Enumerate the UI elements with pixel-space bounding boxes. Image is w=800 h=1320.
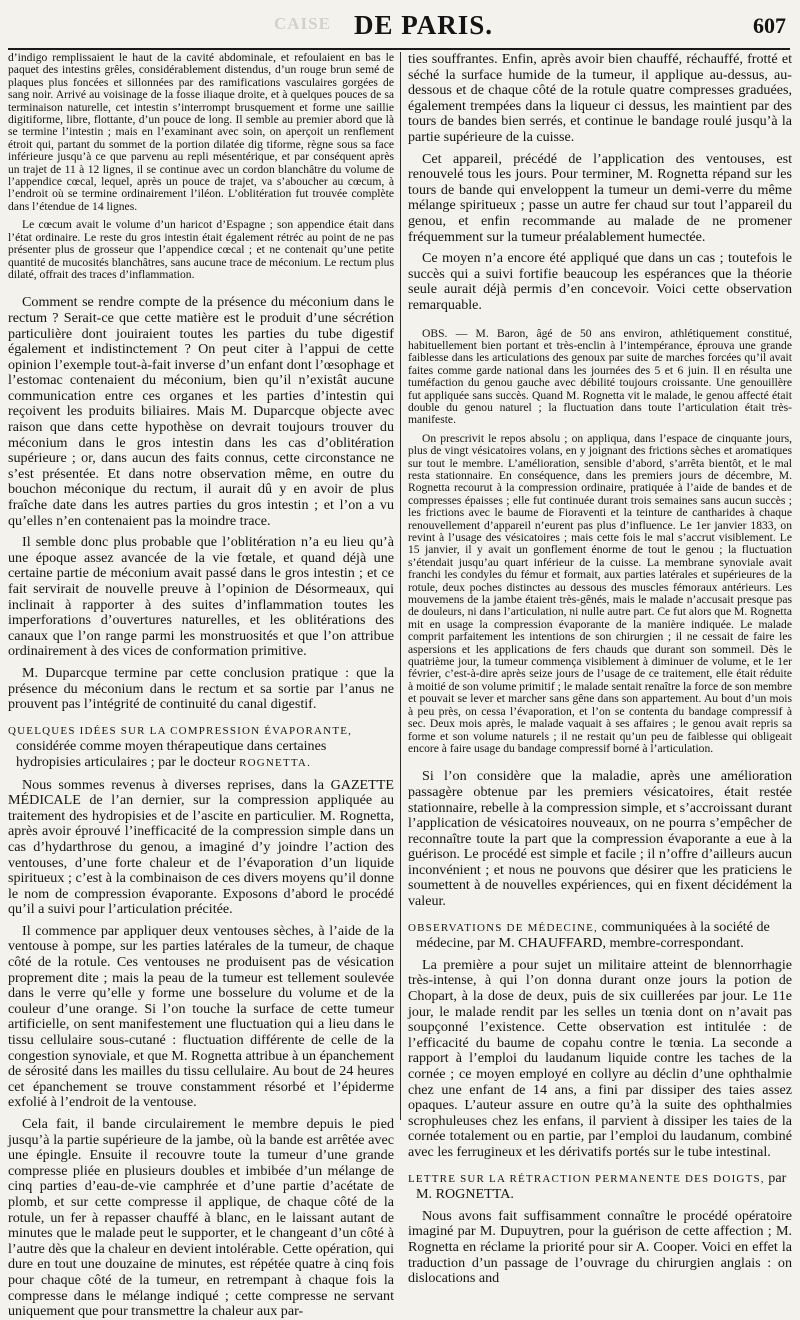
left-column — [8, 51, 394, 1320]
paragraph: Nous avons fait suffisamment connaître le procédé opératoire imaginé par M. Dupuytren, pour la guérison de cette affection ; M. Rognetta en réclame la priorité pour sir A. Cooper. Voici en effet la traduction d’un passage de l’ouvrage du chirurgien anglais : on dislocations and — [408, 1207, 792, 1287]
page-number: 607 — [753, 13, 786, 38]
paragraph: Cela fait, il bande circulairement le membre depuis le pied jusqu’à la partie supérieure de la jambe, où la bande est arrêtée avec une épingle. Ensuite il recouvre toute la tumeur d’une grande compresse pliée en plusieurs doubles et imbibée d’un mélange de cinq parties d’eau-de-vie camphrée et d’une partie d’acétate de plomb, et sur cette compresse il applique, de chaque côté de la rotule, un fer à repasser chauffé à blanc, en le laissant autant de minutes que le malade peut le supporter, et le changeant d’un côté à l’autre dès que la chaleur en devient intolérable. Cette opération, qui dure en tout une douzaine de minutes, est répétée quatre à cinq fois pour chaque côté de la tumeur, en retrempant à chaque fois la compresse dans le mélange indiqué ; cette compresse ne servant uniquement que pour transmettre la chaleur aux par- — [8, 1116, 394, 1320]
section-heading — [408, 1171, 792, 1203]
paragraph: ties souffrantes. Enfin, après avoir bien chauffé, réchauffé, frotté et séché la surface humide de la tumeur, il applique au-dessus, au-dessous et de chaque côté de la rotule quatre compresses graduées, également trempées dans la liqueur ci dessus, les maintient par des tours de bandes bien serrés, et continue le bandage roulé jusqu’à la partie supérieure de la cuisse. — [408, 51, 792, 145]
paragraph: M. Duparcque termine par cette conclusion pratique : que la présence du méconium dans le rectum et sa sortie par l’anus ne prouvent pas l’intégrité de continuité du canal digestif. — [8, 664, 394, 713]
section-author: ROGNETTA. — [239, 756, 312, 769]
paragraph: Si l’on considère que la maladie, après une amélioration passagère obtenue par les premiers vésicatoires, était restée stationnaire, rebelle à la compression simple, et s’accroissant durant l’application de vésicatoires nouveaux, on ne pourra s’empêcher de reconnaître toute la part que la compression évaporante a eue à la guérison. Le procédé est simple et facile ; il n’offre d’ailleurs aucun inconvénient ; et nous ne pouvons que désirer que les praticiens le soumettent à de nouvelles expériences, qui en fixent décidément la valeur. — [408, 768, 792, 910]
paragraph: Le cœcum avait le volume d’un haricot d’Espagne ; son appendice était dans l’état ordinaire. Le reste du gros intestin était également rétréc au point de ne pas présenter plus de grosseur que l’appendice cœcal ; et ne contenait qu’une petite quantité de mucosités blanchâtres, sans aucune trace de méconium. Le rectum plus dilaté, offrait des traces d’inflammation. — [8, 218, 394, 281]
right-column — [408, 51, 792, 1287]
paragraph: Il commence par appliquer deux ventouses sèches, à l’aide de la ventouse à pompe, sur les parties latérales de la tumeur, de chaque côté de la rotule. Ces ventouses ne produisent pas de vésication proprement dite ; mais la peau de la tumeur est tellement soulevée dans le verre qu’elle y forme une bosselure du volume et de la couleur d’une orange. Si l’on touche la surface de cette tumeur artificielle, on sent manifestement une fluctuation qui a lieu dans le tissu cellulaire sous-cutané : fluctuation différente de celle de la congestion synoviale, et que M. Rognetta attribue à un épanchement de sérosité dans les mailles du tissu cellulaire. Au bout de 24 heures cet épanchement se trouve constamment résorbé et l’épiderme exfolié à l’endroit de la ventouse. — [8, 922, 394, 1111]
section-heading — [408, 920, 792, 952]
observation-paragraph: On prescrivit le repos absolu ; on appliqua, dans l’espace de cinquante jours, plus de vingt vésicatoires volans, en y joignant des frictions sèches et aromatiques sur tout le membre. L’amélioration, sensible d’abord, s’arrêta bientôt, et le mal resta stationnaire. En conséquence, dans les premiers jours de décembre, M. Rognetta recourut à la compression ordinaire, pratiquée à l’aide de bandes et de compresses épaisses ; elle fut continuée durant trois semaines sans aucun succès ; les frictions avec le baume de Fioraventi et la teinture de cantharides à chaque renouvellement d’appareil n’eurent pas plus d’influence. Le 1er janvier 1833, on revint à l’usage des vésicatoires ; mais cette fois le mal s’accrut visiblement. Le 15 janvier, il y avait un gonflement énorme de tout le genou ; la fluctuation s’étendait jusqu’au quart inférieur de la cuisse. La membrane synoviale avait franchi les condyles du fémur et formait, aux parties latérales et supérieures de la rotule, deux poches distinctes au dessous des muscles fémoraux antérieurs. Les mouvemens de la jambe étaient très-gênés, mais le malade n’accusait presque pas de douleurs, ni dans l’articulation, ni nulle autre part. Ce fut alors que M. Rognetta mit en usage la compression évaporante de la manière indiquée. Le malade comprit parfaitement les intentions de son chirurgien ; il ne cessait de faire les aspersions et les applications de fers chauds que durant son sommeil. Dès le quatrième jour, la tumeur commença visiblement à diminuer de volume, et le 1er février, c’est-à-dire après seize jours de l’usage de ce traitement, elle était réduite à moitié de son volume primitif ; le malade sentait renaître la force de son membre et pouvait se lever et marcher sans gêne dans son appartement. Au bout d’un mois à peu près, on cessa l’évaporation, et l’on se contenta du bandage compressif à sec. Deux mois après, le malade vaquait à ses affaires ; le genou avait repris sa forme et son volume naturels ; il ne restait qu’un peu de faiblesse qui obligeait encore à faire usage du bandage compressif borné à l’articulation. — [408, 431, 792, 755]
paragraph: La première a pour sujet un militaire atteint de blennorrhagie très-intense, à qui l’on donna durant onze jours la potion de Chopart, à la dose de deux, puis de six cuillerées par jour. Le 11e jour, le malade rendit par les selles un tœnia dont on n’avait pas soupçonné l’existence. Cette observation est intitulée : de l’efficacité du baume de copahu contre le tœnia. La seconde a rapport à l’emploi du laudanum liquide contre les taches de la cornée ; ce moyen employé en collyre au déclin d’une ophthalmie chez une enfant de 14 ans, a fini par dissiper des taies assez opaques. L’auteur assure en outre qu’à la suite des ophthalmies scrophuleuses chez les enfans, il parvient à dissiper les taies de la cornée totalement ou en partie, par l’emploi du laudanum, combiné avec les ferrugineux et les dérivatifs portés sur le tube intestinal. — [408, 956, 792, 1160]
running-title: DE PARIS. — [354, 10, 494, 40]
bleed-through-text: CAISE — [274, 14, 331, 33]
section-subtitle: considérée comme moyen thérapeutique dans certaines hydropisies articulaires ; par le docteur — [16, 738, 327, 770]
paragraph: Il semble donc plus probable que l’oblitération n’a eu lieu qu’à une époque assez avancée de la vie fœtale, et quand déjà une certaine partie de méconium avait passé dans le gros intestin ; et ce fait servirait de nouvelle preuve à l’opinion de Désormeaux, qui inclinait à rapporter à des suites d’inflammation toutes les imperforations d’ouvertures naturelles, et les oblitérations des canaux que l’on range parmi les monstruosités et que l’on attribue ordinairement à des vices de conformation primitive. — [8, 534, 394, 660]
paragraph: Ce moyen n’a encore été appliqué que dans un cas ; toutefois le succès qui a suivi fortifie beaucoup les espérances que la théorie seule aurait déjà permis d’en concevoir. Voici cette observation remarquable. — [408, 250, 792, 313]
section-subtitle: par M. ROGNETTA. — [416, 1169, 787, 1203]
column-divider — [400, 52, 401, 1120]
paragraph: Cet appareil, précédé de l’application des ventouses, est renouvelé tous les jours. Pour terminer, M. Rognetta répand sur les tours de bande qui enveloppent la tumeur un demi-verre du même mélange spiritueux ; passe un autre fer chaud sur tout l’appareil du genou, et enfin recommande au malade de ne promener fréquemment sur la tumeur préalablement humectée. — [408, 150, 792, 245]
section-subtitle: communiquées à la société de médecine, par M. CHAUFFARD, membre-correspondant. — [416, 918, 770, 952]
section-title: LETTRE SUR LA RÉTRACTION PERMANENTE DES DOIGTS, — [408, 1172, 765, 1185]
page-header — [8, 8, 790, 50]
observation-paragraph: OBS. — M. Baron, âgé de 50 ans environ, athlétiquement constitué, habituellement bien portant et très-enclin à l’intempérance, éprouva une grande faiblesse dans les articulations des genoux par suite de marches forcées qu’il avait faites comme garde national dans les journées des 5 et 6 juin. Il en résulta une tuméfaction du genou gauche avec débilité toujours croissante. Une genouillère fut appliquée sans succès. Quand M. Rognetta vit le malade, le genou affecté était double du genou naturel ; la fluctuation dans toute l’articulation était très-manifeste. — [408, 326, 792, 427]
section-title: QUELQUES IDÉES SUR LA COMPRESSION ÉVAPORANTE, — [8, 724, 353, 737]
paragraph: d’indigo remplissaient le haut de la cavité abdominale, et refoulaient en bas le paquet des intestins grêles, considérablement distendus, d’un rouge brun semé de plaques plus foncées et sillonnées par des ramifications vasculaires gorgées de sang noir. Arrivé au voisinage de la fosse iliaque droite, et à quelques pouces de sa terminaison naturelle, cet intestin s’interrompt brusquement et forme une saillie digitiforme, libre, flottante, d’un pouce de long. Il semble au premier abord que là se termine l’intestin ; mais en l’examinant avec soin, on aperçoit un renflement étroit qui, partant du sommet de la portion dilatée dig tiforme, règne sous sa face inférieure jusqu’à ce que parvenu au repli mésentérique, et par conséquent après un trajet de 11 à 12 lignes, il se continue avec un cordon blanchâtre du volume de l’appendice cœcal, lequel, après un pouce de trajet, va s’aboucher au cœcum, à l’endroit où se termine ordinairement l’iléon. L’oblitération fut trouvée complète dans l’étendue de 14 lignes. — [8, 51, 394, 213]
section-title: OBSERVATIONS DE MÉDECINE, — [408, 921, 598, 934]
section-heading — [8, 723, 394, 772]
paragraph: Nous sommes revenus à diverses reprises, dans la GAZETTE MÉDICALE de l’an dernier, sur la compression appliquée au traitement des hydropisies et de l’ascite en particulier. M. Rognetta, après avoir éprouvé l’inefficacité de la compression simple dans un cas d’hydarthrose du genou, a imaginé d’y joindre l’action des ventouses, d’une forte chaleur et de l’évaporation d’un liquide spiritueux ; c’est à la combinaison de ces divers moyens qu’il donne le nom de compression évaporante. Exposons d’abord le procédé qu’il a suivi pour l’articulation précitée. — [8, 776, 394, 918]
paragraph: Comment se rendre compte de la présence du méconium dans le rectum ? Serait-ce que cette matière est le produit d’une sécrétion particulière dont jouiraient toutes les parties du tube digestif également et indistinctement ? On peut citer à l’appui de cette opinion l’exemple tout-à-fait inverse d’un enfant dont l’œsophage et l’estomac contenaient du méconium, bien qu’il n’existât aucune communication entre ces organes et les parties d’intestin qui reçoivent les produits biliaires. Mais M. Duparcque objecte avec raison que dans cette hypothèse on devrait toujours trouver du méconium dans le gros intestin dans les cas d’oblitération supérieure ; or, dans aucun des faits connus, cette circonstance ne s’est présentée. Et dans notre observation même, en outre du bouchon méconique du rectum, il aurait dû y en avoir de plus fraîche date dans les autres parties du gros intestin ; et l’on a vu qu’elles n’en contenaient pas la moindre trace. — [8, 294, 394, 529]
